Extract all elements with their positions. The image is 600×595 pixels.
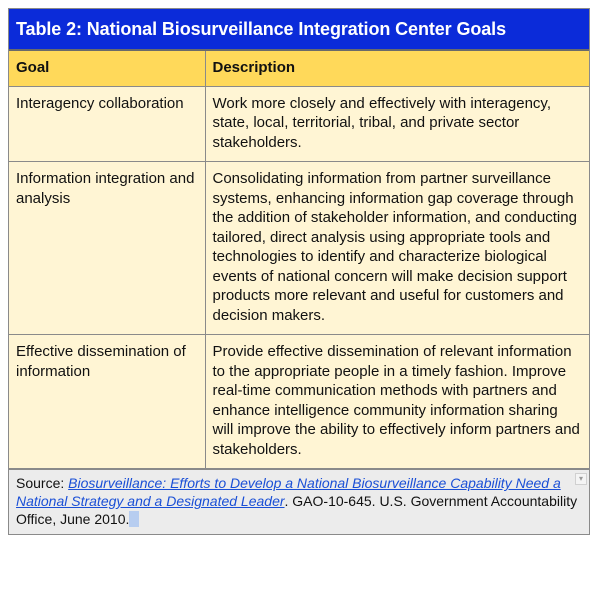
source-link[interactable]: Biosurveillance: Efforts to Develop a National Biosurveillance Capability Need a National Strategy and a Designated Leader: [16, 475, 561, 509]
goal-cell: Interagency collaboration: [9, 86, 205, 162]
goals-table-frame: [8, 8, 590, 535]
table-header-row: [9, 51, 589, 86]
goal-cell: Information integration and analysis: [9, 162, 205, 335]
goal-cell: Effective dissemination of information: [9, 335, 205, 469]
header-description: Description: [205, 51, 589, 86]
table-row: [9, 335, 589, 469]
header-goal: Goal: [9, 51, 205, 86]
table-row: [9, 162, 589, 335]
description-cell: Work more closely and effectively with interagency, state, local, territorial, tribal, and private sector stakeholders.: [205, 86, 589, 162]
table-title: Table 2: National Biosurveillance Integration Center Goals: [9, 9, 589, 51]
source-suffix: . GAO-10-645. U.S. Government Accountability Office, June 2010.: [16, 493, 578, 527]
goals-table: [9, 51, 589, 469]
description-cell: Provide effective dissemination of relevant information to the appropriate people in a timely fashion. Improve real-time communication methods with partners and enhance intelligence community information sharing will improve the ability to effectively inform partners and stakeholders.: [205, 335, 589, 469]
source-note: [9, 469, 589, 534]
chevron-down-icon[interactable]: ▾: [575, 473, 587, 485]
description-cell: Consolidating information from partner surveillance systems, enhancing information gap coverage through the addition of stakeholder information, and conducting tailored, direct analysis using appropriate tools and technologies to identify and characterize biological events of national concern will make decision support products more relevant and useful for customers and decision makers.: [205, 162, 589, 335]
text-selection-highlight: [129, 511, 139, 527]
table-row: [9, 86, 589, 162]
source-prefix: Source:: [16, 475, 69, 491]
